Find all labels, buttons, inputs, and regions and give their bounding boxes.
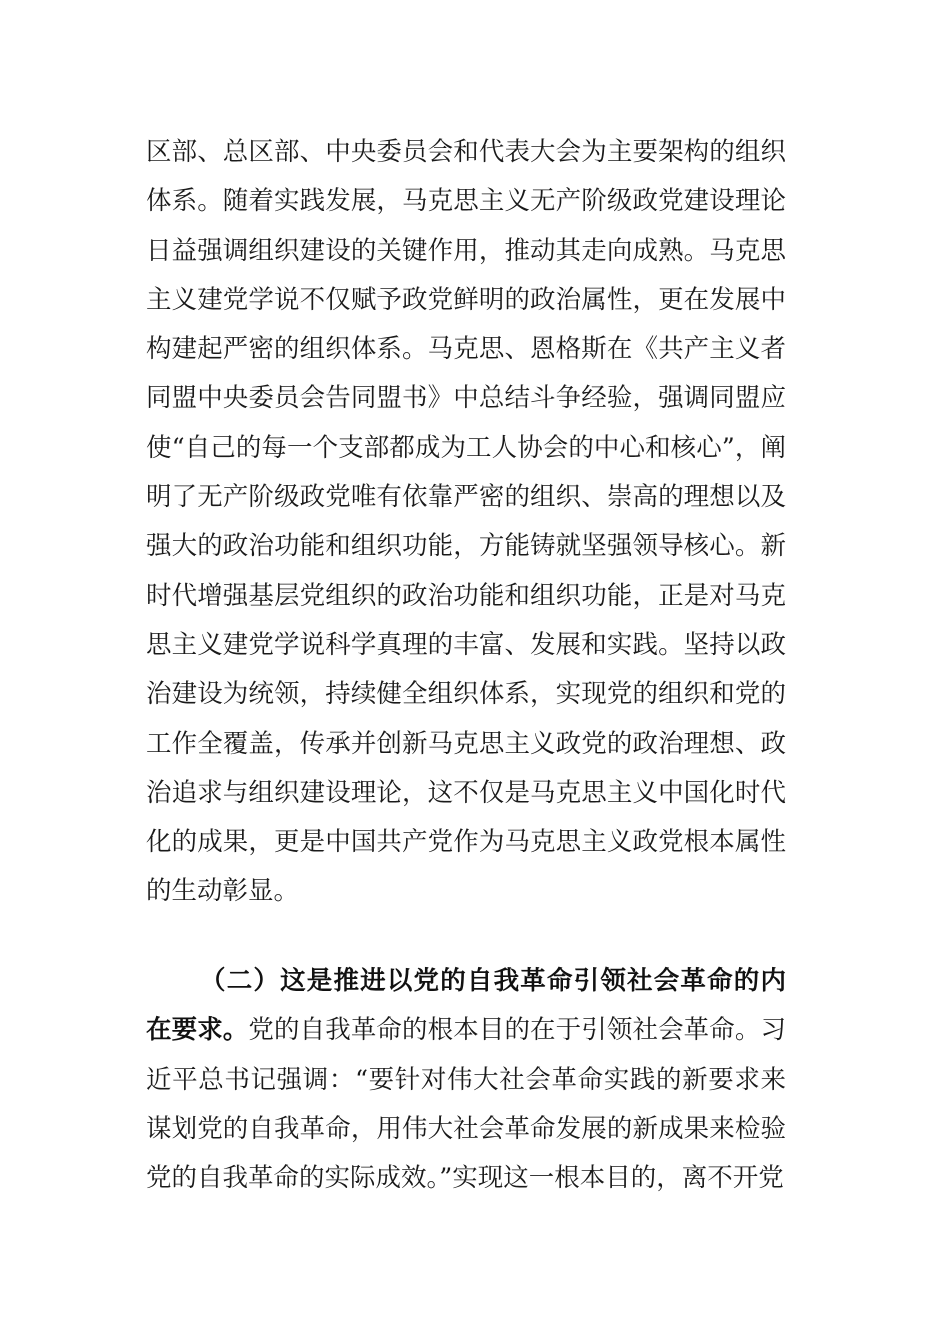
section-body-text: 党的自我革命的根本目的在于引领社会革命。习近平总书记强调：“要针对伟大社会革命实践的新要求来谋划党的自我革命，用伟大社会革命发展的新成果来检验党的自我革命的实际成效。”实现这一根本目的，离不开党	[146, 1015, 786, 1194]
section-heading: （二）这是推进以党的自我革命引领社会革命的内在要求。	[146, 966, 786, 1046]
body-paragraph: 区部、总区部、中央委员会和代表大会为主要架构的组织体系。随着实践发展，马克思主义无产阶级政党建设理论日益强调组织建设的关键作用，推动其走向成熟。马克思主义建党学说不仅赋予政党鲜明的政治属性，更在发展中构建起严密的组织体系。马克思、恩格斯在《共产主义者同盟中央委员会告同盟书》中总结斗争经验，强调同盟应使“自己的每一个支部都成为工人协会的中心和核心”，阐明了无产阶级政党唯有依靠严密的组织、崇高的理想以及强大的政治功能和组织功能，方能铸就坚强领导核心。新时代增强基层党组织的政治功能和组织功能，正是对马克思主义建党学说科学真理的丰富、发展和实践。坚持以政治建设为统领，持续健全组织体系，实现党的组织和党的工作全覆盖，传承并创新马克思主义政党的政治理想、政治追求与组织建设理论，这不仅是马克思主义中国化时代化的成果，更是中国共产党作为马克思主义政党根本属性的生动彰显。	[146, 137, 786, 907]
section-paragraph	[146, 957, 786, 1203]
